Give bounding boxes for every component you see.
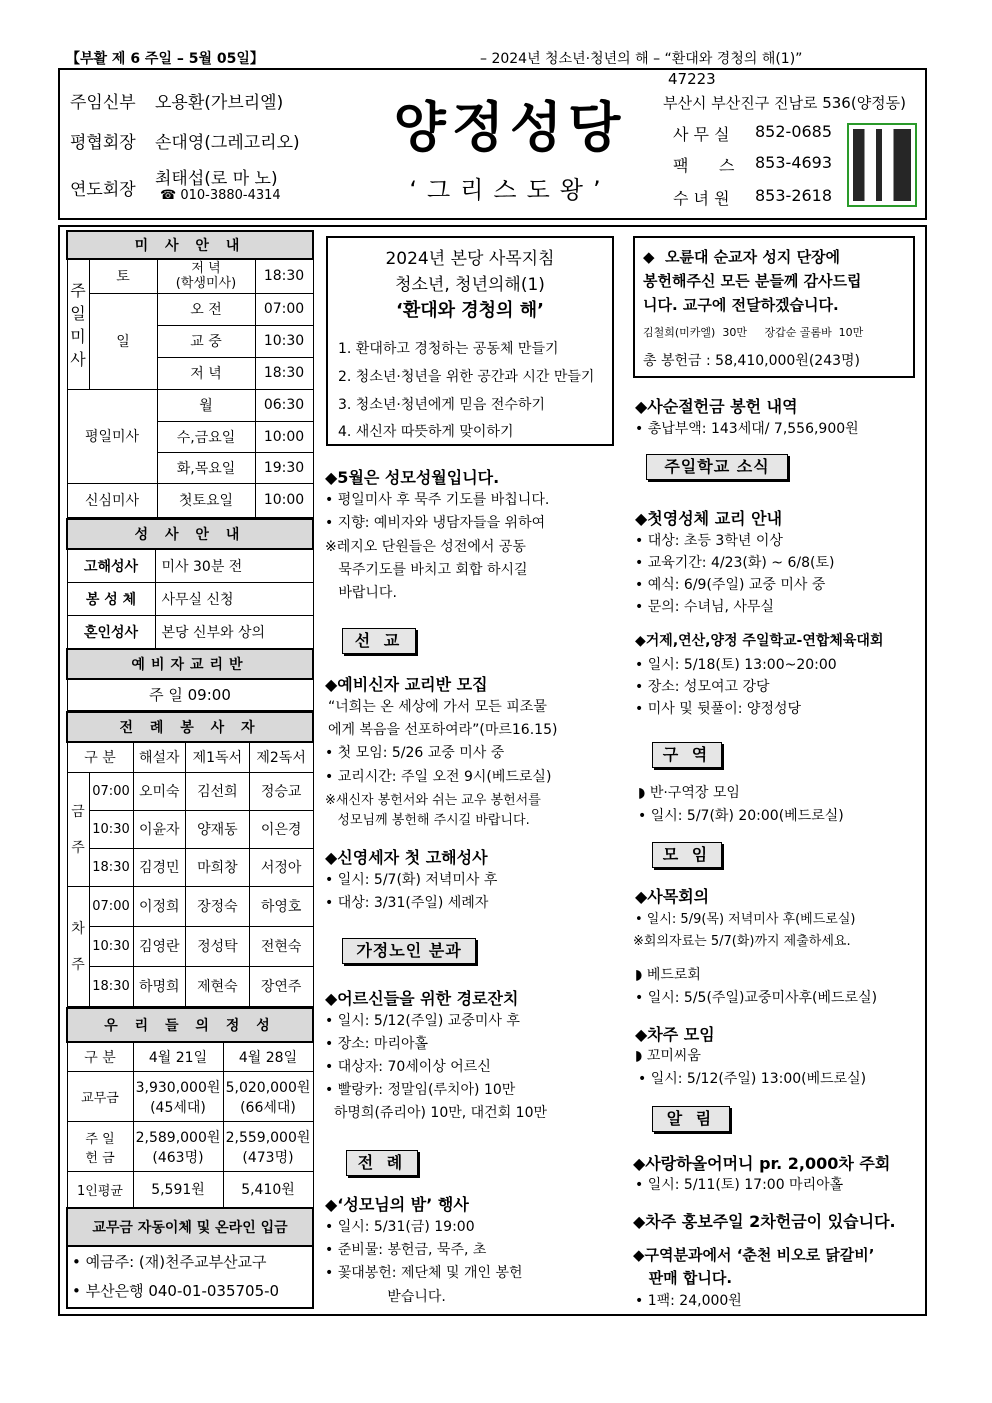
pastoral-l2: 청소년, 청년의해(1) — [395, 275, 545, 295]
thanks-box — [633, 236, 915, 378]
may-line: • 지향: 예비자와 냉담자들을 위하여 — [325, 515, 546, 531]
s-cell: 하영호 — [249, 886, 313, 926]
thanks-l1: ◆ 오륜대 순교자 성지 단장에 — [643, 248, 841, 266]
liturgy-tag: 전 례 — [346, 1150, 418, 1176]
may-line: 바랍니다. — [325, 585, 397, 601]
wk-2-time: 10:00 — [255, 421, 313, 452]
off-r3-a: 5,591원 — [133, 1172, 223, 1208]
servers-h2: 제1독서 — [186, 742, 250, 772]
pastoral-item: 1. 환대하고 경청하는 공동체 만들기 — [338, 341, 559, 357]
wk-3-time: 19:30 — [255, 452, 313, 483]
parish-title: 양정성당 — [393, 95, 627, 159]
confession-line: • 대상: 3/31(주일) 세례자 — [325, 895, 489, 911]
convent-label: 수 녀 원 — [673, 189, 730, 208]
thanks-donors: 김철희(미카엘) 30만 장갑순 골롬바 10만 — [643, 326, 864, 339]
sat-name — [157, 259, 255, 293]
thanks-l3: 니다. 교구에 전달하겠습니다. — [643, 296, 839, 314]
s-cell: 이은경 — [249, 810, 313, 848]
s-cell: 오미숙 — [133, 772, 186, 810]
district-l2: • 일시: 5/7(화) 20:00(베드로실) — [638, 808, 844, 824]
top-line — [60, 46, 926, 68]
offering-table — [66, 1007, 314, 1309]
elder-line: 하명희(쥬리아) 10만, 대건회 10만 — [325, 1105, 548, 1121]
notice-l1: • 일시: 5/11(토) 17:00 마리아홀 — [635, 1177, 844, 1193]
sac-2-k: 봉 성 체 — [67, 583, 155, 616]
next-week-meeting-title: ◆차주 모임 — [635, 1025, 715, 1044]
sun-1-name: 오 전 — [157, 293, 255, 325]
s-cell: 김영란 — [133, 926, 186, 966]
catechumen-title: 예비자교리반 — [67, 649, 313, 679]
wk-1-time: 06:30 — [255, 389, 313, 421]
off-r2-k: 주 일 헌 금 — [67, 1122, 133, 1172]
catechumen-time: 주 일 09:00 — [67, 679, 313, 711]
bank-holder: • 예금주: (재)천주교부산교구 — [72, 1252, 267, 1271]
pastor-name: 오용환(가브리엘) — [155, 93, 284, 113]
sun-2-time: 10:30 — [255, 325, 313, 357]
mission-quote2: 에게 복음을 선포하여라”(마르16.15) — [328, 722, 558, 738]
off-r2-b2: (473명) — [242, 1149, 294, 1166]
thanks-total: 총 봉헌금 : 58,410,000원(243명) — [643, 353, 861, 369]
mass-table — [66, 230, 314, 518]
may-line: • 평일미사 후 묵주 기도를 바칩니다. — [325, 492, 550, 508]
s-cell: 양재동 — [186, 810, 250, 848]
fax-number: 853-4693 — [755, 153, 833, 172]
elder-tag: 가정노인 분과 — [342, 938, 476, 964]
s-cell: 하명희 — [133, 966, 186, 1006]
sports-line: • 미사 및 뒷풀이: 양정성당 — [635, 701, 802, 717]
thanks-l2: 봉헌해주신 모든 분들께 감사드립 — [643, 272, 862, 290]
mission-line: ※새신자 봉헌서와 쉬는 교우 봉헌서를 — [325, 793, 541, 808]
sacrament-title: 성 사 안 내 — [67, 519, 313, 549]
servers-h0: 구 분 — [67, 742, 133, 772]
notice-t2: ◆차주 홍보주일 2차헌금이 있습니다. — [633, 1212, 896, 1231]
sun-3-name: 저 녁 — [157, 357, 255, 389]
notice-t1: ◆사랑하올어머니 pr. 2,000차 주회 — [633, 1154, 891, 1173]
meeting-tag: 모 임 — [652, 842, 722, 868]
off-r2-a2: (463명) — [152, 1149, 204, 1166]
sunday-mass-group: 주 일 미 사 — [67, 259, 89, 389]
sports-title: ◆거제,연산,양정 주일학교-연합체육대회 — [635, 633, 884, 649]
sun-day: 일 — [89, 293, 157, 389]
next-week-label: 차 주 — [67, 886, 89, 1006]
s-cell: 10:30 — [89, 926, 133, 966]
mission-line: 성모님께 봉헌해 주시길 바랍니다. — [325, 813, 530, 828]
sat-day: 토 — [89, 259, 157, 293]
s-cell: 서정아 — [249, 848, 313, 886]
comitium-line: • 일시: 5/12(주일) 13:00(베드로실) — [638, 1071, 867, 1087]
off-r1-b: 5,020,000원 — [225, 1079, 311, 1096]
yeondo-phone: ☎ 010-3880-4314 — [160, 188, 281, 203]
liturgy-line: • 꽃대봉헌: 제단체 및 개인 봉헌 — [325, 1265, 523, 1281]
postal-code: 47223 — [668, 70, 716, 88]
may-title: ◆5월은 성모성월입니다. — [325, 468, 500, 487]
first-group: 신심미사 — [67, 483, 157, 517]
wk-1-name: 월 — [157, 389, 255, 421]
pastoral-l3: ‘환대와 경청의 해’ — [396, 300, 544, 321]
peter-group-line: • 일시: 5/5(주일)교중미사후(베드로실) — [635, 990, 878, 1006]
weekday-group: 평일미사 — [67, 389, 157, 483]
year-theme: – 2024년 청소년·청년의 해 – “환대와 경청의 해(1)” — [480, 51, 803, 67]
off-r1-b2: (66세대) — [240, 1099, 296, 1116]
off-r2-b: 2,559,000원 — [225, 1129, 311, 1146]
pastoral-item: 3. 청소년·청년에게 믿음 전수하기 — [338, 397, 545, 413]
s-cell: 제현숙 — [186, 966, 250, 1006]
masthead — [58, 68, 927, 220]
council-meeting-line: • 일시: 5/9(목) 저녁미사 후(베드로실) — [635, 912, 856, 927]
elder-line: • 빨랑카: 정말임(루치아) 10만 — [325, 1082, 516, 1098]
s-cell: 이윤자 — [133, 810, 186, 848]
council-meeting-line: ※회의자료는 5/7(화)까지 제출하세요. — [633, 934, 851, 949]
pastoral-l1: 2024년 본당 사목지침 — [385, 249, 555, 269]
servers-table — [66, 711, 314, 1007]
confession-line: • 일시: 5/7(화) 저녁미사 후 — [325, 872, 498, 888]
council-meeting-title: ◆사목회의 — [635, 887, 710, 906]
liturgy-line: • 일시: 5/31(금) 19:00 — [325, 1219, 475, 1235]
sports-line: • 일시: 5/18(토) 13:00~20:00 — [635, 657, 837, 673]
lent-line: • 총납부액: 143세대/ 7,556,900원 — [635, 421, 859, 437]
communion-title: ◆첫영성체 교리 안내 — [635, 509, 783, 528]
sat-name-text: 저 녁 — [191, 261, 221, 277]
s-cell: 김경민 — [133, 848, 186, 886]
council-name: 손대영(그레고리오) — [155, 133, 300, 153]
s-cell: 정승교 — [249, 772, 313, 810]
elder-line: • 장소: 마리아홀 — [325, 1036, 429, 1052]
comitium: ◗ 꼬미씨움 — [635, 1048, 701, 1064]
elder-line: • 대상자: 70세이상 어르신 — [325, 1059, 491, 1075]
fax-label: 팩 스 — [673, 156, 735, 175]
address: 부산시 부산진구 진남로 536(양정동) — [663, 94, 907, 112]
school-tag: 주일학교 소식 — [646, 454, 788, 480]
notice-l3: • 1팩: 24,000원 — [635, 1293, 742, 1309]
communion-line: • 대상: 초등 3학년 이상 — [635, 533, 783, 549]
peter-group: ◗ 베드로회 — [635, 967, 701, 983]
parish-subtitle: ‘그리스도왕’ — [409, 176, 611, 204]
elder-title: ◆어르신들을 위한 경로잔치 — [325, 989, 519, 1008]
offering-title: 우 리 들 의 정 성 — [67, 1008, 313, 1042]
yeondo-name: 최태섭(로 마 노) — [155, 169, 278, 189]
s-cell: 18:30 — [89, 848, 133, 886]
communion-line: • 교육기간: 4/23(화) ~ 6/8(토) — [635, 555, 835, 571]
mission-quote1: “너희는 온 세상에 가서 모든 피조물 — [328, 699, 547, 715]
district-l1: ◗ 반·구역장 모임 — [638, 785, 740, 801]
sun-2-name: 교 중 — [157, 325, 255, 357]
mission-tag: 선 교 — [342, 628, 416, 654]
s-cell: 김선희 — [186, 772, 250, 810]
may-line: 묵주기도를 바치고 회합 하시길 — [325, 562, 528, 578]
liturgy-line: 받습니다. — [325, 1289, 446, 1305]
convent-phone: 853-2618 — [755, 186, 833, 205]
sac-1-k: 고해성사 — [67, 549, 155, 583]
lent-title: ◆사순절헌금 봉헌 내역 — [635, 397, 798, 416]
s-cell: 장정숙 — [186, 886, 250, 926]
s-cell: 07:00 — [89, 772, 133, 810]
mission-line: • 첫 모임: 5/26 교중 미사 중 — [325, 745, 505, 761]
sun-1-time: 07:00 — [255, 293, 313, 325]
off-r1-a: 3,930,000원 — [135, 1079, 221, 1096]
first-name: 첫토요일 — [157, 483, 255, 517]
office-label: 사 무 실 — [673, 125, 730, 144]
qr-code-icon[interactable] — [847, 123, 917, 207]
sat-note: (학생미사) — [175, 276, 237, 292]
communion-line: • 예식: 6/9(주일) 교중 미사 중 — [635, 577, 826, 593]
confession-title: ◆신영세자 첫 고해성사 — [325, 848, 488, 867]
wk-2-name: 수,금요일 — [157, 421, 255, 452]
yeondo-label: 연도회장 — [70, 180, 136, 200]
sac-2-v: 사무실 신청 — [155, 583, 313, 616]
s-cell: 마희창 — [186, 848, 250, 886]
off-r3-k: 1인평균 — [67, 1172, 133, 1208]
mission-title: ◆예비신자 교리반 모집 — [325, 675, 488, 694]
sac-1-v: 미사 30분 전 — [155, 549, 313, 583]
pastor-label: 주임신부 — [70, 93, 136, 113]
s-cell: 10:30 — [89, 810, 133, 848]
sat-time: 18:30 — [255, 259, 313, 293]
s-cell: 장연주 — [249, 966, 313, 1006]
notice-t3a: ◆구역분과에서 ‘춘천 비오로 닭갈비’ — [633, 1246, 875, 1264]
notice-tag: 알 림 — [652, 1106, 730, 1132]
communion-line: • 문의: 수녀님, 사무실 — [635, 599, 774, 615]
servers-h3: 제2독서 — [249, 742, 313, 772]
elder-line: • 일시: 5/12(주일) 교중미사 후 — [325, 1013, 520, 1029]
sacrament-table — [66, 518, 314, 712]
off-h0: 구 분 — [67, 1042, 133, 1072]
this-week-label: 금 주 — [67, 772, 89, 886]
notice-t3b: 판매 합니다. — [633, 1269, 733, 1287]
mission-line: • 교리시간: 주일 오전 9시(베드로실) — [325, 769, 552, 785]
off-r2-a: 2,589,000원 — [135, 1129, 221, 1146]
council-label: 평협회장 — [70, 133, 136, 153]
off-r3-b: 5,410원 — [223, 1172, 313, 1208]
pastoral-box — [326, 236, 614, 446]
bank-account: • 부산은행 040-01-035705-0 — [72, 1281, 280, 1300]
sac-3-v: 본당 신부와 상의 — [155, 616, 313, 649]
off-h1: 4월 21일 — [133, 1042, 223, 1072]
s-cell: 이정희 — [133, 886, 186, 926]
first-time: 10:00 — [255, 483, 313, 517]
s-cell: 18:30 — [89, 966, 133, 1006]
sac-3-k: 혼인성사 — [67, 616, 155, 649]
off-h2: 4월 28일 — [223, 1042, 313, 1072]
sports-line: • 장소: 성모여고 강당 — [635, 679, 770, 695]
wk-3-name: 화,목요일 — [157, 452, 255, 483]
liturgy-title: ◆‘성모님의 밤’ 행사 — [325, 1195, 469, 1214]
sun-3-time: 18:30 — [255, 357, 313, 389]
servers-h1: 해설자 — [133, 742, 186, 772]
issue-date: 【부활 제 6 주일 – 5월 05일】 — [66, 51, 264, 67]
servers-title: 전 례 봉 사 자 — [67, 712, 313, 742]
office-phone: 852-0685 — [755, 122, 833, 141]
pastoral-item: 2. 청소년·청년을 위한 공간과 시간 만들기 — [338, 369, 595, 385]
mass-title: 미 사 안 내 — [67, 231, 313, 259]
may-line: ※레지오 단원들은 성전에서 공동 — [325, 539, 526, 555]
s-cell: 전현숙 — [249, 926, 313, 966]
off-r1-k: 교무금 — [67, 1072, 133, 1122]
s-cell: 정성탁 — [186, 926, 250, 966]
s-cell: 07:00 — [89, 886, 133, 926]
district-tag: 구 역 — [652, 742, 722, 768]
pastoral-item: 4. 새신자 따뜻하게 맞이하기 — [338, 424, 514, 440]
bank-title: 교무금 자동이체 및 온라인 입금 — [67, 1208, 313, 1246]
off-r1-a2: (45세대) — [150, 1099, 206, 1116]
liturgy-line: • 준비물: 봉헌금, 묵주, 초 — [325, 1242, 487, 1258]
left-column — [66, 230, 314, 1309]
